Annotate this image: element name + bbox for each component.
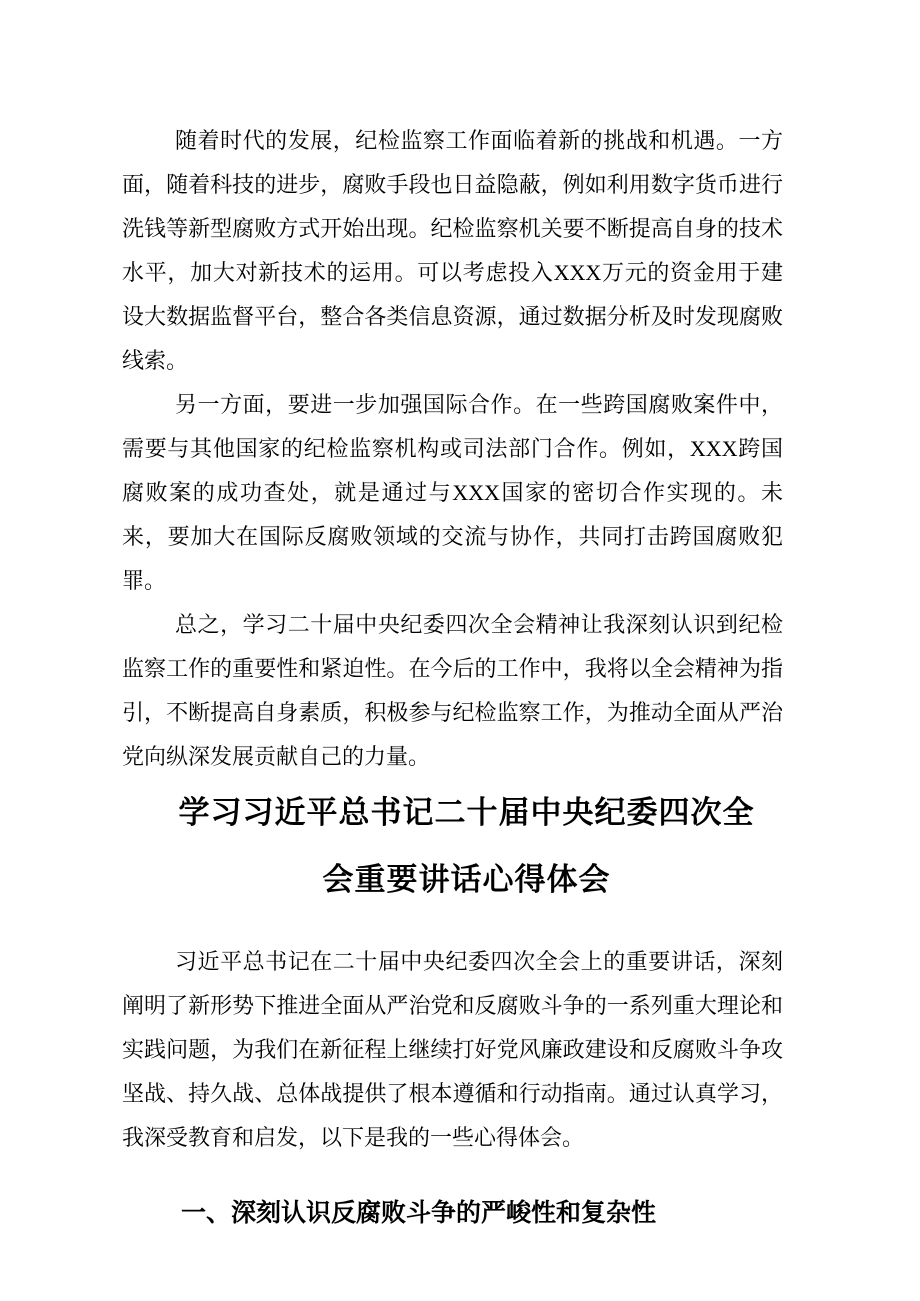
- document-title-line-2: 会重要讲话心得体会: [322, 862, 611, 897]
- document-title-line-1: 学习习近平总书记二十届中央纪委四次全: [178, 795, 755, 830]
- paragraph-study-introduction: 习近平总书记在二十届中央纪委四次全会上的重要讲话，深刻阐明了新形势下推进全面从严治党和反腐败斗争的一系列重大理论和实践问题，为我们在新征程上继续打好党风廉政建设和反腐败斗争攻坚战、持久战、总体战提供了根本遵循和行动指南。通过认真学习，我深受教育和启发，以下是我的一些心得体会。: [122, 949, 783, 1150]
- paragraph-technology-challenges: 随着时代的发展，纪检监察工作面临着新的挑战和机遇。一方面，随着科技的进步，腐败手段也日益隐蔽，例如利用数字货币进行洗钱等新型腐败方式开始出现。纪检监察机关要不断提高自身的技术水平，加大对新技术的运用。可以考虑投入XXX万元的资金用于建设大数据监督平台，整合各类信息资源，通过数据分析及时发现腐败线索。: [122, 128, 783, 373]
- document-title: [122, 779, 783, 913]
- paragraph-international-cooperation: 另一方面，要进一步加强国际合作。在一些跨国腐败案件中，需要与其他国家的纪检监察机构或司法部门合作。例如，XXX跨国腐败案的成功查处，就是通过与XXX国家的密切合作实现的。未来，要加大在国际反腐败领域的交流与协作，共同打击跨国腐败犯罪。: [122, 392, 783, 593]
- section-heading-one: 一、深刻认识反腐败斗争的严峻性和复杂性: [181, 1199, 657, 1227]
- paragraph-conclusion: 总之，学习二十届中央纪委四次全会精神让我深刻认识到纪检监察工作的重要性和紧迫性。在今后的工作中，我将以全会精神为指引，不断提高自身素质，积极参与纪检监察工作，为推动全面从严治党向纵深发展贡献自己的力量。: [122, 612, 783, 769]
